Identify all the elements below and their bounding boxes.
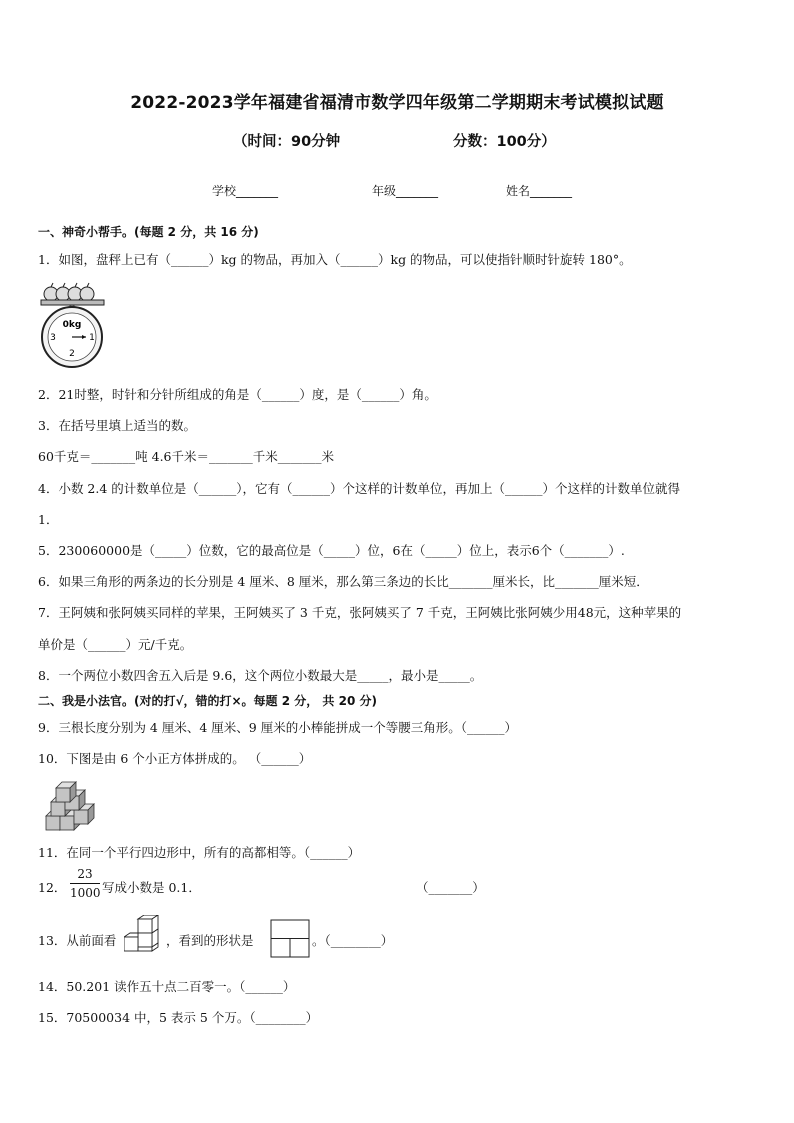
front-view-figure — [270, 919, 312, 959]
cube-stack-figure — [124, 915, 166, 959]
question-9: 9．三根长度分别为 4 厘米、4 厘米、9 厘米的小棒能拼成一个等腰三角形。（______） — [38, 720, 517, 735]
question-3-fill: 60千克＝_______吨 4.6千米＝_______千米_______米 — [38, 449, 335, 464]
question-12-text: 写成小数是 0.1． — [102, 880, 201, 895]
page-title: 2022-2023学年福建省福清市数学四年级第二学期期末考试模拟试题 — [130, 93, 664, 113]
section-2-heading: 二、我是小法官。(对的打√，错的打×。每题 2 分， 共 20 分) — [38, 694, 377, 708]
question-6: 6．如果三角形的两条边的长分别是 4 厘米、8 厘米，那么第三条边的长比_______厘米长，比_______厘米短． — [38, 574, 649, 589]
fraction-denominator: 1000 — [70, 886, 101, 900]
grade-field[interactable]: 年级_______ — [372, 184, 439, 198]
fraction-numerator: 23 — [70, 867, 100, 884]
cubes-figure — [42, 778, 102, 832]
question-13-start: 13．从前面看 — [38, 933, 117, 948]
question-10: 10．下图是由 6 个小正方体拼成的。 （______） — [38, 751, 312, 766]
fraction — [70, 867, 100, 900]
exam-score: 分数：100分） — [453, 134, 556, 150]
apples-icon — [44, 283, 94, 301]
dial-right-label: 1 — [89, 333, 95, 343]
scale-figure — [38, 280, 110, 372]
question-12-prefix: 12． — [38, 880, 67, 895]
question-5: 5．230060000是（_____）位数，它的最高位是（_____）位，6在（_____）位上，表示6个（_______）. — [38, 543, 625, 558]
question-7: 7．王阿姨和张阿姨买同样的苹果，王阿姨买了 3 千克，张阿姨买了 7 千克，王阿姨比张阿姨少用48元，这种苹果的 — [38, 605, 682, 620]
question-2: 2．21时整，时针和分针所组成的角是（______）度，是（______）角。 — [38, 387, 437, 402]
question-15: 15．70500034 中，5 表示 5 个万。（________） — [38, 1010, 319, 1025]
section-1-heading: 一、神奇小帮手。(每题 2 分，共 16 分) — [38, 225, 259, 239]
question-7-continued: 单价是（______）元/千克。 — [38, 637, 193, 652]
dial-zero-label: 0kg — [62, 320, 82, 330]
name-field[interactable]: 姓名_______ — [506, 184, 573, 198]
question-14: 14．50.201 读作五十点二百零一。（______） — [38, 979, 296, 994]
question-12-blank: （_______） — [416, 880, 485, 895]
question-4-continued: 1． — [38, 512, 59, 527]
school-field[interactable]: 学校_______ — [212, 184, 279, 198]
question-1: 1．如图，盘秤上已有（______）kg 的物品，再加入（______）kg 的物品，可以使指针顺时针旋转 180°。 — [38, 252, 632, 267]
exam-time: （时间：90分钟 — [233, 134, 341, 150]
question-13-end: 。（________） — [312, 933, 394, 948]
question-4: 4．小数 2.4 的计数单位是（______），它有（______）个这样的计数单位，再加上（______）个这样的计数单位就得 — [38, 481, 681, 496]
question-8: 8．一个两位小数四舍五入后是 9.6，这个两位小数最大是_____，最小是_____。 — [38, 668, 483, 683]
question-11: 11．在同一个平行四边形中，所有的高都相等。（______） — [38, 845, 361, 860]
dial-bottom-label: 2 — [69, 349, 75, 359]
dial-left-label: 3 — [50, 333, 56, 343]
question-13-middle: ，看到的形状是 — [166, 933, 254, 948]
question-3: 3．在括号里填上适当的数。 — [38, 418, 196, 433]
